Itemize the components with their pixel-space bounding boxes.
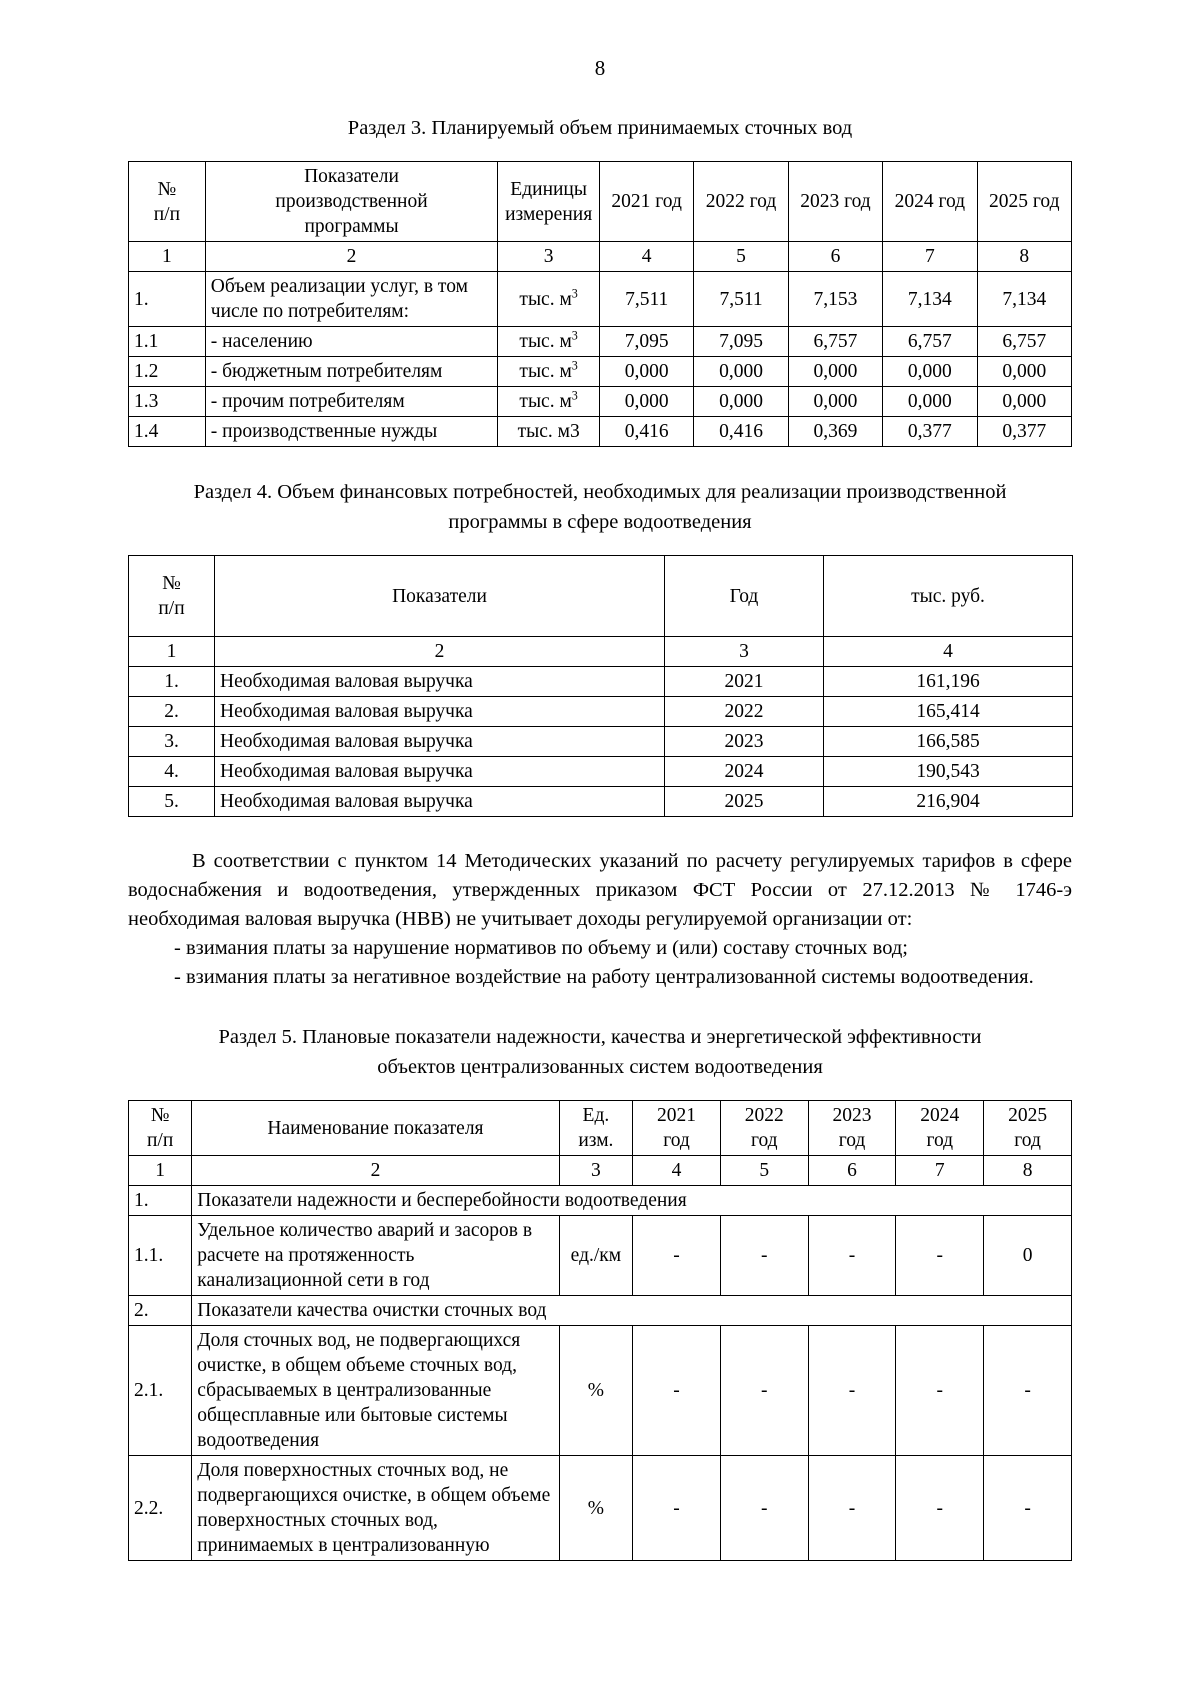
row-label: Объем реализации услуг, в том числе по потребителям:	[205, 272, 498, 327]
colnum-6: 6	[808, 1156, 896, 1186]
section-5-heading-line2: объектов централизованных систем водоотведения	[377, 1056, 823, 1078]
table-header-row	[129, 162, 1072, 242]
header-2025-word: год	[1014, 1130, 1041, 1151]
header-no-symbol: №	[162, 573, 181, 594]
group-number: 2.	[129, 1296, 192, 1326]
header-cell-unit	[559, 1101, 632, 1156]
colnum-4: 4	[599, 242, 693, 272]
header-cell-year: Год	[665, 556, 824, 637]
row-value-2024: 0,000	[883, 357, 977, 387]
row-number: 1.2	[129, 357, 206, 387]
row-value-2021: 0,000	[599, 387, 693, 417]
row-label: Необходимая валовая выручка	[215, 727, 665, 757]
row-label: - прочим потребителям	[205, 387, 498, 417]
row-value-2024: 7,134	[883, 272, 977, 327]
row-value-2022: 7,511	[694, 272, 788, 327]
table-reliability-indicators	[128, 1100, 1072, 1561]
colnum-2: 2	[215, 637, 665, 667]
colnum-4: 4	[824, 637, 1073, 667]
table-row	[129, 327, 1072, 357]
table-row	[129, 1326, 1072, 1456]
row-value-2023: 6,757	[788, 327, 882, 357]
row-value-2023: -	[808, 1326, 896, 1456]
header-cell-2022	[720, 1101, 808, 1156]
row-value: 216,904	[824, 787, 1073, 817]
table-financial-needs	[128, 555, 1073, 817]
section-5-heading-line1: Раздел 5. Плановые показатели надежности, качества и энергетической эффективности	[218, 1026, 982, 1048]
header-indicator-line1: Показатели	[304, 166, 399, 187]
header-indicator-line2: производственной	[275, 191, 428, 212]
table-row	[129, 667, 1073, 697]
header-cell-thousand-rub: тыс. руб.	[824, 556, 1073, 637]
group-number: 1.	[129, 1186, 192, 1216]
nvv-bullet-1: - взимания платы за нарушение нормативов по объему и (или) составу сточных вод;	[174, 937, 908, 959]
row-value-2021: 7,095	[599, 327, 693, 357]
row-value-2025: 6,757	[977, 327, 1071, 357]
header-2023-year: 2023	[832, 1105, 872, 1126]
page-number: 8	[594, 56, 606, 80]
colnum-1: 1	[129, 1156, 192, 1186]
row-value-2021: 0,416	[599, 417, 693, 447]
row-value-2023: 0,000	[788, 387, 882, 417]
colnum-8: 8	[984, 1156, 1072, 1186]
row-value-2022: -	[720, 1326, 808, 1456]
section-4-heading-line1: Раздел 4. Объем финансовых потребностей, необходимых для реализации производственной	[193, 481, 1007, 503]
row-value-2022: 0,000	[694, 357, 788, 387]
row-value: 161,196	[824, 667, 1073, 697]
section-3-heading: Раздел 3. Планируемый объем принимаемых сточных вод	[347, 117, 853, 139]
table-row	[129, 1456, 1072, 1561]
header-cell-indicator	[205, 162, 498, 242]
header-cell-indicator: Наименование показателя	[192, 1101, 559, 1156]
header-units-line1: Единицы	[510, 178, 587, 200]
row-unit: тыс. $м^3$	[498, 327, 600, 357]
row-unit: тыс. $м^3$	[498, 272, 600, 327]
nvv-bullet-2: - взимания платы за негативное воздействие на работу централизованной системы водоотведения.	[174, 966, 1034, 988]
row-year: 2023	[665, 727, 824, 757]
row-value: 166,585	[824, 727, 1073, 757]
header-cell-2022: 2022 год	[694, 162, 788, 242]
header-2024-year: 2024	[920, 1105, 960, 1126]
section-5-heading	[128, 1022, 1072, 1082]
header-cell-no	[129, 556, 215, 637]
row-unit: ед./км	[559, 1216, 632, 1296]
table-row	[129, 757, 1073, 787]
colnum-2: 2	[205, 242, 498, 272]
header-no-symbol: №	[150, 1105, 170, 1126]
header-cell-units	[498, 162, 600, 242]
section-4-heading	[128, 477, 1072, 537]
colnum-1: 1	[129, 637, 215, 667]
row-value-2022: -	[720, 1216, 808, 1296]
row-label: - населению	[205, 327, 498, 357]
row-label: Необходимая валовая выручка	[215, 667, 665, 697]
table-row	[129, 697, 1073, 727]
header-indicator-line3: программы	[304, 216, 399, 237]
row-unit: тыс. $м^3$	[498, 357, 600, 387]
table-row	[129, 787, 1073, 817]
row-number: 3.	[129, 727, 215, 757]
group-title: Показатели качества очистки сточных вод	[192, 1296, 1072, 1326]
row-value-2023: -	[808, 1456, 896, 1561]
row-number: 1.	[129, 272, 206, 327]
header-no-sub: п/п	[158, 598, 185, 619]
row-value-2025: 0,000	[977, 387, 1071, 417]
table-header-row	[129, 1101, 1072, 1156]
row-number: 2.1.	[129, 1326, 192, 1456]
colnum-5: 5	[720, 1156, 808, 1186]
row-value: 190,543	[824, 757, 1073, 787]
header-2024-word: год	[926, 1130, 954, 1151]
colnum-1: 1	[129, 242, 206, 272]
header-cell-2021: 2021 год	[599, 162, 693, 242]
row-value-2023: 0,000	[788, 357, 882, 387]
nvv-paragraph: В соответствии с пунктом 14 Методических указаний по расчету регулируемых тарифов в сфере водоснабжения и водоотведения, утвержденных приказом ФСТ России от 27.12.2013 № 1746-э необходимая валовая выручка (НВВ) не учитывает доходы регулируемой организации от:	[128, 850, 1072, 930]
row-label: - бюджетным потребителям	[205, 357, 498, 387]
colnum-3: 3	[559, 1156, 632, 1186]
row-label: Доля поверхностных сточных вод, не подвергающихся очистке, в общем объеме поверхностных сточных вод, принимаемых в централизованную	[192, 1456, 559, 1561]
row-year: 2022	[665, 697, 824, 727]
table-group-row	[129, 1296, 1072, 1326]
row-value-2024: 0,377	[883, 417, 977, 447]
row-year: 2021	[665, 667, 824, 697]
colnum-6: 6	[788, 242, 882, 272]
colnum-8: 8	[977, 242, 1071, 272]
row-value-2021: 7,511	[599, 272, 693, 327]
header-2022-year: 2022	[744, 1105, 784, 1126]
row-label: Удельное количество аварий и засоров в расчете на протяженность канализационной сети в год	[192, 1216, 559, 1296]
row-number: 1.	[129, 667, 215, 697]
header-no-sub: п/п	[146, 1130, 174, 1151]
row-value-2024: -	[896, 1456, 984, 1561]
row-value-2023: 0,369	[788, 417, 882, 447]
row-value-2023: 7,153	[788, 272, 882, 327]
row-value-2025: 0,000	[977, 357, 1071, 387]
header-cell-2025: 2025 год	[977, 162, 1071, 242]
group-title: Показатели надежности и бесперебойности водоотведения	[192, 1186, 1072, 1216]
header-units-line2: измерения	[505, 203, 593, 225]
nvv-explanation-block	[128, 847, 1072, 992]
row-label: Необходимая валовая выручка	[215, 757, 665, 787]
header-cell-2025	[984, 1101, 1072, 1156]
row-number: 1.4	[129, 417, 206, 447]
row-unit: %	[559, 1456, 632, 1561]
row-number: 1.1	[129, 327, 206, 357]
row-value-2021: -	[633, 1216, 721, 1296]
row-unit: %	[559, 1326, 632, 1456]
row-value-2024: -	[896, 1216, 984, 1296]
row-value: 165,414	[824, 697, 1073, 727]
row-label: Необходимая валовая выручка	[215, 697, 665, 727]
row-value-2022: 7,095	[694, 327, 788, 357]
row-number: 2.2.	[129, 1456, 192, 1561]
colnum-2: 2	[192, 1156, 559, 1186]
colnum-7: 7	[883, 242, 977, 272]
row-value-2022: -	[720, 1456, 808, 1561]
row-number: 2.	[129, 697, 215, 727]
header-no-symbol: №	[157, 178, 177, 200]
table-column-number-row	[129, 1156, 1072, 1186]
row-value-2021: -	[633, 1456, 721, 1561]
header-cell-2023: 2023 год	[788, 162, 882, 242]
colnum-7: 7	[896, 1156, 984, 1186]
row-number: 1.3	[129, 387, 206, 417]
header-no-sub: п/п	[153, 203, 181, 225]
table-planned-wastewater-volume	[128, 161, 1072, 447]
row-value-2025: 0,377	[977, 417, 1071, 447]
row-unit: тыс. $м^3$	[498, 387, 600, 417]
table-header-row	[129, 556, 1073, 637]
row-number: 5.	[129, 787, 215, 817]
row-value-2025: 0	[984, 1216, 1072, 1296]
row-value-2025: 7,134	[977, 272, 1071, 327]
header-cell-indicator: Показатели	[215, 556, 665, 637]
table-row	[129, 1216, 1072, 1296]
row-label: - производственные нужды	[205, 417, 498, 447]
table-row	[129, 387, 1072, 417]
colnum-4: 4	[633, 1156, 721, 1186]
colnum-5: 5	[694, 242, 788, 272]
row-value-2021: -	[633, 1326, 721, 1456]
row-value-2022: 0,416	[694, 417, 788, 447]
row-number: 4.	[129, 757, 215, 787]
row-value-2023: -	[808, 1216, 896, 1296]
header-unit-line2: изм.	[578, 1130, 614, 1151]
header-cell-no	[129, 162, 206, 242]
row-value-2024: 6,757	[883, 327, 977, 357]
header-cell-2021	[633, 1101, 721, 1156]
row-year: 2025	[665, 787, 824, 817]
table-row	[129, 357, 1072, 387]
header-2023-word: год	[838, 1130, 866, 1151]
row-year: 2024	[665, 757, 824, 787]
header-cell-2024: 2024 год	[883, 162, 977, 242]
table-column-number-row	[129, 637, 1073, 667]
colnum-3: 3	[665, 637, 824, 667]
row-value-2024: -	[896, 1326, 984, 1456]
table-row	[129, 417, 1072, 447]
row-value-2025: -	[984, 1456, 1072, 1561]
row-value-2024: 0,000	[883, 387, 977, 417]
row-number: 1.1.	[129, 1216, 192, 1296]
header-cell-no	[129, 1101, 192, 1156]
section-4-heading-line2: программы в сфере водоотведения	[448, 511, 752, 533]
table-group-row	[129, 1186, 1072, 1216]
header-cell-2024	[896, 1101, 984, 1156]
colnum-3: 3	[498, 242, 600, 272]
header-2022-word: год	[750, 1130, 778, 1151]
row-label: Доля сточных вод, не подвергающихся очистке, в общем объеме сточных вод, сбрасываемых в централизованные общесплавные или бытовые системы водоотведения	[192, 1326, 559, 1456]
header-2021-word: год	[663, 1130, 690, 1151]
row-label: Необходимая валовая выручка	[215, 787, 665, 817]
header-2025-year: 2025	[1008, 1105, 1048, 1126]
table-row	[129, 272, 1072, 327]
row-value-2021: 0,000	[599, 357, 693, 387]
row-unit: тыс. м3	[498, 417, 600, 447]
row-value-2025: -	[984, 1326, 1072, 1456]
header-unit-line1: Ед.	[582, 1105, 610, 1126]
header-cell-2023	[808, 1101, 896, 1156]
table-row	[129, 727, 1073, 757]
header-2021-year: 2021	[657, 1105, 696, 1126]
row-value-2022: 0,000	[694, 387, 788, 417]
table-column-number-row	[129, 242, 1072, 272]
